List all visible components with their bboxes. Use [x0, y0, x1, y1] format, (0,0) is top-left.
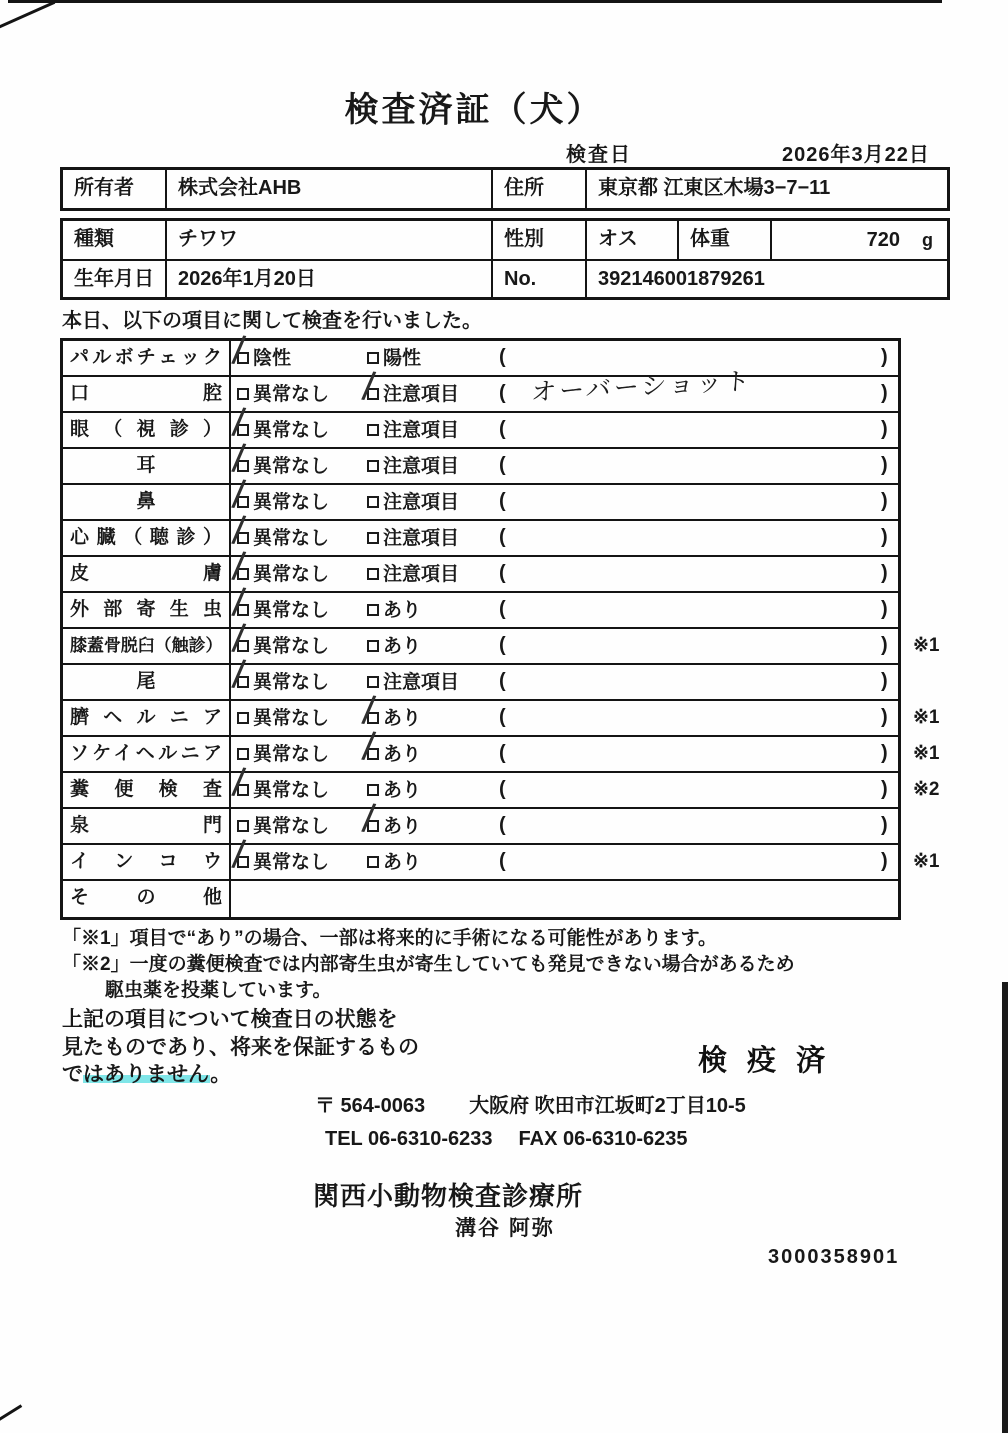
checkbox-caution [367, 521, 459, 555]
owner-table [60, 167, 950, 211]
disclaimer-line-3-end: 。 [210, 1063, 232, 1086]
exam-item-label: 泉門 [63, 809, 231, 843]
exam-row-other [63, 881, 898, 917]
check-mark: / [359, 724, 378, 770]
owner-value: 株式会社AHB [167, 170, 493, 208]
checkbox-icon [367, 568, 379, 580]
exam-row-cryptorchidism [63, 832, 940, 881]
exam-row-tail [63, 652, 898, 701]
checkbox-negative [229, 328, 292, 375]
checkbox-icon [237, 460, 249, 472]
checkbox-label: 異常なし [253, 779, 330, 801]
checkbox-icon [237, 784, 249, 796]
checkbox-label: 注意項目 [383, 455, 460, 477]
exam-options [229, 508, 898, 555]
footnote-ref: ※2 [913, 779, 940, 800]
footnote-1: 「※1」項目で“あり”の場合、一部は将来的に手術になる可能性があります。 [62, 928, 718, 949]
footnote-ref: ※1 [913, 635, 940, 656]
exam-row-ears [63, 436, 898, 485]
exam-options [231, 724, 898, 771]
paren-close: ) [881, 850, 888, 872]
checkbox-no-abnormality [229, 652, 330, 699]
paren-open: ( [499, 526, 506, 548]
checkbox-icon [367, 712, 379, 724]
check-mark: / [229, 328, 248, 374]
checkbox-icon [367, 748, 379, 760]
check-mark: / [229, 400, 248, 446]
checkbox-label: 異常なし [253, 815, 330, 837]
checkbox-icon [237, 604, 249, 616]
exam-options [231, 364, 898, 411]
paren-close: ) [881, 670, 888, 692]
checkbox-icon [367, 640, 379, 652]
checkbox-icon [237, 856, 249, 868]
footnote-2: 「※2」一度の糞便検査では内部寄生虫が寄生していても発見できない場合があるため [62, 954, 795, 975]
owner-row [63, 170, 947, 208]
clinic-tel: TEL 06-6310-6233 [325, 1128, 493, 1150]
scan-artifact-corner [0, 1, 55, 29]
footnote-ref: ※1 [913, 707, 940, 728]
exam-item-label: 外部寄生虫 [63, 593, 231, 627]
paren-close: ) [881, 706, 888, 728]
clinic-contact-line [325, 1128, 688, 1151]
footnotes [62, 926, 795, 1004]
checkbox-icon [367, 532, 379, 544]
paren-close: ) [881, 526, 888, 548]
breed-row [63, 221, 947, 259]
paren-close: ) [881, 346, 888, 368]
checkbox-no-abnormality [237, 701, 329, 735]
checkbox-icon [367, 496, 379, 508]
owner-label: 所有者 [63, 170, 167, 208]
exam-item-label: 尾 [63, 665, 231, 699]
checkbox-present [367, 593, 421, 627]
exam-row-umbilical-hernia [63, 688, 940, 737]
exam-options [229, 544, 898, 591]
sex-label: 性別 [493, 221, 587, 259]
checkbox-label: 異常なし [253, 743, 330, 765]
checkbox-icon [237, 748, 249, 760]
checkbox-label: 異常なし [253, 419, 330, 441]
highlighted-text: はありません [83, 1063, 211, 1086]
checkbox-label: 注意項目 [383, 527, 460, 549]
exam-row-heart [63, 508, 898, 557]
footnote-2-continued: 駆虫薬を投薬しています。 [105, 980, 332, 1001]
no-label: No. [493, 261, 587, 297]
checkbox-icon [237, 568, 249, 580]
paren-open: ( [499, 598, 506, 620]
checkbox-icon [367, 352, 379, 364]
checkbox-label: 陰性 [253, 347, 292, 369]
exam-options [229, 652, 898, 699]
paren-open: ( [499, 454, 506, 476]
intro-text: 本日、以下の項目に関して検査を行いました。 [62, 310, 482, 332]
postal-code: 〒 564-0063 [315, 1095, 426, 1117]
checkbox-no-abnormality [229, 544, 330, 591]
disclaimer-text [62, 1006, 419, 1089]
disclaimer-line-2: 見たものであり、将来を保証するもの [62, 1035, 419, 1059]
check-mark: / [229, 544, 248, 590]
checkbox-no-abnormality [229, 580, 330, 627]
exam-item-label: 鼻 [63, 485, 231, 519]
checkbox-positive [367, 341, 421, 375]
checkbox-icon [237, 532, 249, 544]
checkbox-icon [237, 388, 249, 400]
checkbox-label: 異常なし [253, 851, 330, 873]
checkbox-icon [367, 388, 379, 400]
paren-close: ) [881, 634, 888, 656]
exam-item-label: 皮膚 [63, 557, 231, 591]
checkbox-icon [237, 640, 249, 652]
checkbox-no-abnormality [229, 760, 330, 807]
check-mark: / [359, 364, 378, 410]
paren-open: ( [499, 634, 506, 656]
paren-close: ) [881, 490, 888, 512]
checkbox-no-abnormality [229, 436, 330, 483]
no-value: 392146001879261 [598, 268, 765, 290]
checkbox-label: 注意項目 [383, 563, 460, 585]
exam-item-label: 耳 [63, 449, 231, 483]
exam-item-label: 臍ヘルニア [63, 701, 231, 735]
paren-close: ) [881, 454, 888, 476]
address-value: 東京都 江東区木場3−7−11 [598, 177, 831, 199]
weight-unit: g [922, 229, 933, 250]
clinic-address-line [315, 1089, 746, 1118]
address-label: 住所 [493, 170, 587, 208]
exam-item-label: パルボチェック [63, 341, 231, 375]
check-mark: / [229, 760, 248, 806]
check-mark: / [229, 652, 248, 698]
checkbox-no-abnormality [237, 809, 329, 843]
exam-item-label: 心臓（聴診） [63, 521, 231, 555]
exam-options [229, 832, 898, 879]
check-mark: / [229, 580, 248, 626]
checkbox-caution [367, 557, 459, 591]
checkbox-label: 異常なし [253, 383, 330, 405]
exam-item-label: インコウ [63, 845, 231, 879]
checkbox-caution [367, 449, 459, 483]
exam-item-label: ソケイヘルニア [63, 737, 231, 771]
handwritten-note: オーバーショット [530, 367, 754, 407]
sex-value: オス [587, 221, 679, 259]
checkbox-caution [367, 413, 459, 447]
inspection-date-label: 検査日 [566, 144, 632, 166]
checkbox-icon [367, 424, 379, 436]
checkbox-icon [367, 676, 379, 688]
exam-options [231, 796, 898, 843]
weight-label: 体重 [679, 221, 772, 259]
exam-row-patella [63, 616, 940, 665]
exam-item-label: 膝蓋骨脱臼（触診） [63, 629, 231, 663]
paren-close: ) [881, 598, 888, 620]
checkbox-label: 注意項目 [383, 671, 460, 693]
exam-options [229, 400, 898, 447]
checkbox-no-abnormality [229, 400, 330, 447]
exam-item-label: 眼（視診） [63, 413, 231, 447]
scan-artifact-top-edge [8, 0, 942, 3]
checkbox-icon [237, 496, 249, 508]
exam-options [229, 760, 898, 807]
exam-row-nose [63, 472, 898, 521]
exam-row-parvo [63, 328, 898, 377]
checkbox-label: あり [383, 707, 422, 729]
checkbox-caution [367, 665, 459, 699]
checkbox-label: 陽性 [383, 347, 422, 369]
checkbox-caution [367, 485, 459, 519]
inspection-date-value: 2026年3月22日 [782, 144, 930, 166]
clinic-address: 大阪府 吹田市江坂町2丁目10-5 [469, 1095, 746, 1117]
checkbox-icon [237, 352, 249, 364]
checkbox-present [359, 796, 422, 843]
exam-row-external-parasites [63, 580, 898, 629]
checkbox-icon [237, 676, 249, 688]
exam-options [229, 616, 898, 663]
exam-row-mouth [63, 364, 898, 413]
veterinarian-name: 溝谷 阿弥 [455, 1217, 555, 1240]
disclaimer-line-3-start: で [62, 1063, 83, 1086]
checkbox-label: 異常なし [253, 491, 330, 513]
animal-table [60, 218, 950, 300]
checkbox-no-abnormality [229, 472, 330, 519]
breed-label: 種類 [63, 221, 167, 259]
paren-close: ) [881, 382, 888, 404]
checkbox-label: 異常なし [253, 599, 330, 621]
checkbox-icon [367, 820, 379, 832]
check-mark: / [359, 796, 378, 842]
document-serial-number: 3000358901 [768, 1246, 900, 1268]
paren-open: ( [499, 850, 506, 872]
checkbox-no-abnormality [229, 508, 330, 555]
checkbox-present [367, 629, 421, 663]
paren-close: ) [881, 562, 888, 584]
birthdate-label: 生年月日 [63, 261, 167, 297]
exam-options [231, 688, 898, 735]
exam-item-label: 口腔 [63, 377, 231, 411]
paren-open: ( [499, 490, 506, 512]
checkbox-no-abnormality [229, 832, 330, 879]
checkbox-label: あり [383, 779, 422, 801]
disclaimer-line-3 [62, 1061, 419, 1089]
checkbox-label: 異常なし [253, 527, 330, 549]
checkbox-label: 異常なし [253, 671, 330, 693]
checkbox-label: あり [383, 743, 422, 765]
checkbox-label: 異常なし [253, 635, 330, 657]
checkbox-icon [367, 784, 379, 796]
checkbox-icon [367, 856, 379, 868]
checkbox-icon [237, 424, 249, 436]
footnote-ref: ※1 [913, 743, 940, 764]
exam-row-fontanelle [63, 796, 898, 845]
paren-close: ) [881, 742, 888, 764]
checkbox-label: 異常なし [253, 707, 330, 729]
check-mark: / [229, 832, 248, 878]
checkbox-label: 注意項目 [383, 383, 460, 405]
scan-artifact-right-edge [1002, 982, 1008, 1433]
birthdate-value: 2026年1月20日 [167, 261, 493, 297]
exam-options [229, 436, 898, 483]
exam-item-label: 糞便検査 [63, 773, 231, 807]
checkbox-no-abnormality [237, 377, 329, 411]
exam-item-label: その他 [63, 881, 231, 917]
checkbox-label: 異常なし [253, 455, 330, 477]
check-mark: / [229, 436, 248, 482]
exam-row-eyes [63, 400, 898, 449]
paren-open: ( [499, 418, 506, 440]
checkbox-present [359, 688, 422, 735]
paren-open: ( [499, 670, 506, 692]
checkbox-icon [367, 604, 379, 616]
clinic-name: 関西小動物検査診療所 [313, 1181, 584, 1211]
paren-open: ( [499, 706, 506, 728]
checkbox-present [367, 773, 421, 807]
checkbox-label: 注意項目 [383, 419, 460, 441]
checkbox-no-abnormality [229, 616, 330, 663]
paren-close: ) [881, 814, 888, 836]
exam-table [60, 328, 940, 920]
exam-options [229, 328, 898, 375]
checkbox-label: あり [383, 599, 422, 621]
quarantine-stamp: 検 疫 済 [698, 1045, 832, 1077]
checkbox-label: あり [383, 635, 422, 657]
checkbox-no-abnormality [237, 737, 329, 771]
paren-open: ( [499, 382, 506, 404]
birthdate-row [63, 259, 947, 297]
checkbox-label: 注意項目 [383, 491, 460, 513]
paren-open: ( [499, 346, 506, 368]
exam-options [229, 472, 898, 519]
paren-close: ) [881, 418, 888, 440]
breed-value: チワワ [167, 221, 493, 259]
paren-open: ( [499, 778, 506, 800]
footnote-ref: ※1 [913, 851, 940, 872]
checkbox-label: あり [383, 815, 422, 837]
checkbox-icon [237, 820, 249, 832]
checkbox-label: 異常なし [253, 563, 330, 585]
check-mark: / [229, 616, 248, 662]
paren-close: ) [881, 778, 888, 800]
exam-options-empty [231, 881, 898, 917]
exam-row-skin [63, 544, 898, 593]
paren-open: ( [499, 742, 506, 764]
paren-open: ( [499, 814, 506, 836]
checkbox-present [359, 724, 422, 771]
paren-open: ( [499, 562, 506, 584]
page-title: 検査済証（犬） [344, 91, 604, 129]
weight-value: 720 [866, 228, 900, 251]
checkbox-icon [237, 712, 249, 724]
exam-options [229, 580, 898, 627]
check-mark: / [359, 688, 378, 734]
clinic-fax: FAX 06-6310-6235 [518, 1128, 688, 1150]
checkbox-icon [367, 460, 379, 472]
checkbox-label: あり [383, 851, 422, 873]
weight-cell [772, 221, 947, 259]
exam-row-fecal-exam [63, 760, 940, 809]
scan-artifact-bottom-left [0, 1404, 22, 1422]
disclaimer-line-1: 上記の項目について検査日の状態を [62, 1008, 398, 1031]
check-mark: / [229, 472, 248, 518]
checkbox-present [367, 845, 421, 879]
checkbox-caution [359, 364, 460, 411]
exam-row-inguinal-hernia [63, 724, 940, 773]
check-mark: / [229, 508, 248, 554]
